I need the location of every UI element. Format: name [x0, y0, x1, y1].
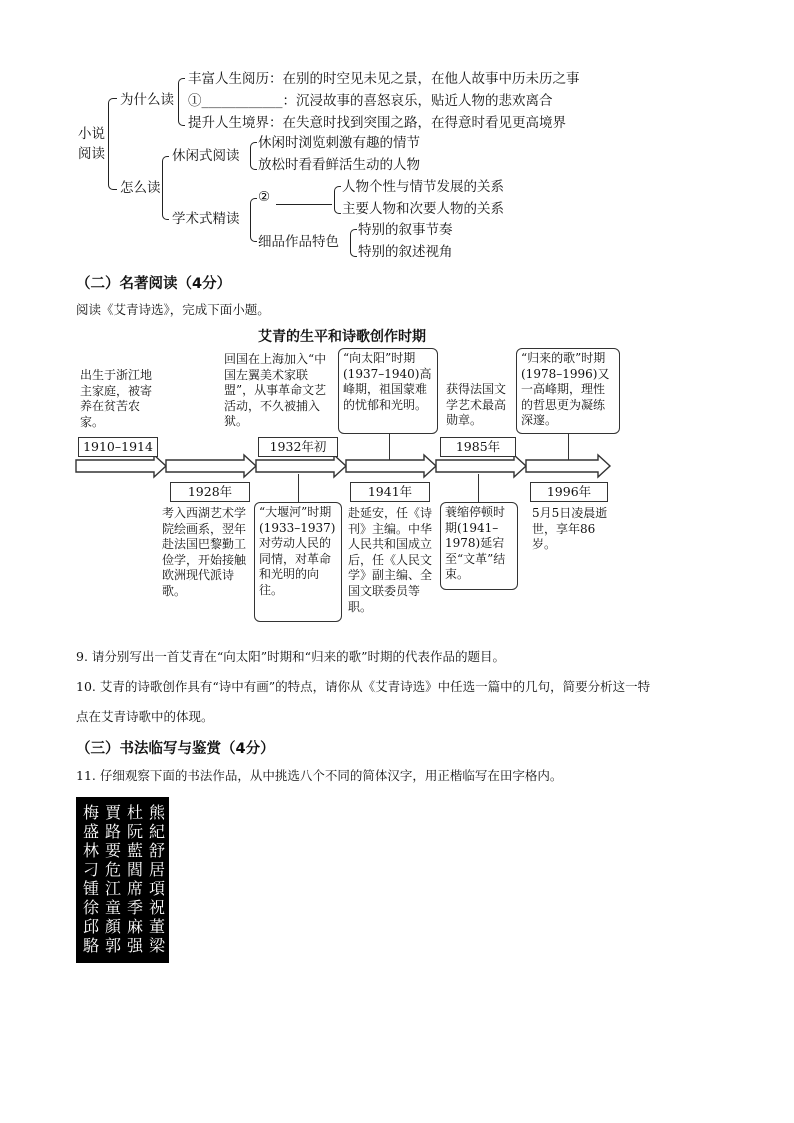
section3-heading: （三）书法临写与鉴赏（4分）: [76, 741, 275, 757]
why-item-3: 提升人生境界：在失意时找到突围之路，在得意时看见更高境界: [188, 115, 566, 131]
why-label: 为什么读: [120, 92, 174, 108]
how-bracket: [162, 156, 169, 220]
leisure-item-2: 放松时看看鲜活生动的人物: [258, 157, 420, 173]
calligraphy-artwork: [76, 797, 169, 963]
why-item-2: ①____________：沉浸故事的喜怒哀乐，贴近人物的悲欢离合: [188, 93, 553, 109]
tl-top-1-text: 出生于浙江地主家庭，被寄养在贫苦农家。: [80, 368, 153, 429]
timeline-title: 艾青的生平和诗歌创作时期: [258, 329, 426, 345]
features-bracket: [350, 229, 357, 257]
features-label: 细品作品特色: [258, 234, 339, 250]
tl-bottom-2-line: [298, 474, 299, 502]
blank-item-1: 人物个性与情节发展的关系: [342, 179, 504, 195]
question-10-line2: 点在艾青诗歌中的体现。: [76, 709, 214, 724]
tl-top-5-box: “归来的歌”时期(1978–1996)又一高峰期，理性的哲思更为凝练深邃。: [516, 348, 620, 434]
tl-bottom-4-line: [478, 474, 479, 502]
academic-blank-line: [276, 204, 332, 205]
question-11: 11. 仔细观察下面的书法作品，从中挑选八个不同的简体汉字，用正楷临写在田字格内。: [76, 768, 563, 783]
tl-bottom-3-text: 赴延安，任《诗刊》主编。中华人民共和国成立后，任《人民文学》副主编、全国文联委员等职。: [348, 506, 433, 614]
why-bracket: [178, 78, 185, 126]
section2-heading: （二）名著阅读（4分）: [76, 276, 232, 292]
tl-top-5-line: [568, 434, 569, 460]
question-10-line1: 10. 艾青的诗歌创作具有“诗中有画”的特点，请你从《艾青诗选》中任选一篇中的几句，简要分析这一特: [76, 679, 651, 694]
tl-bottom-1-text: 考入西湖艺术学院绘画系，翌年赴法国巴黎勤工俭学，开始接触欧洲现代派诗歌。: [162, 506, 247, 598]
calligraphy-column-1: 梅盛林刁锺徐邱駱: [82, 803, 99, 955]
tl-top-4-text: 获得法国文学艺术最高勋章。: [446, 382, 507, 428]
calligraphy-column-3: 杜阮藍閻席季麻强: [126, 803, 143, 955]
tl-top-3-box: “向太阳”时期(1937–1940)高峰期，祖国蒙难的忧郁和光明。: [338, 348, 438, 434]
leisure-bracket: [250, 142, 257, 170]
academic-bracket: [250, 198, 257, 242]
tl-bottom-5-text: 5月5日凌晨逝世，享年86岁。: [532, 506, 608, 552]
mindmap-root: 小说阅读: [78, 126, 105, 162]
tl-bottom-4-box: 蓑缩停顿时期(1941–1978)延宕至“文革”结束。: [440, 502, 518, 590]
feature-item-2: 特别的叙述视角: [358, 244, 453, 260]
how-label: 怎么读: [120, 180, 161, 196]
root-bracket: [108, 98, 117, 190]
academic-blank: ②: [258, 189, 271, 205]
leisure-item-1: 休闲时浏览刺激有趣的情节: [258, 135, 420, 151]
tl-bottom-2-box: “大堰河”时期(1933–1937)对劳动人民的同情，对革命和光明的向往。: [254, 502, 342, 622]
blank-bracket: [334, 186, 341, 214]
blank-item-2: 主要人物和次要人物的关系: [342, 201, 504, 217]
academic-label: 学术式精读: [172, 211, 240, 227]
tl-top-1-year: 1910–1914: [78, 437, 158, 457]
tl-bottom-1-year: 1928年: [170, 482, 250, 502]
why-item-1: 丰富人生阅历：在别的时空见未见之景，在他人故事中历未历之事: [188, 71, 580, 87]
tl-top-2-text: 回国在上海加入“中国左翼美术家联盟”，从事革命文艺活动，不久被捕入狱。: [224, 352, 327, 429]
leisure-label: 休闲式阅读: [172, 148, 240, 164]
tl-top-2-year: 1932年初: [258, 437, 338, 457]
question-9: 9. 请分别写出一首艾青在“向太阳”时期和“归来的歌”时期的代表作品的题目。: [76, 649, 505, 664]
tl-bottom-5-year: 1996年: [530, 482, 608, 502]
section2-intro: 阅读《艾青诗选》，完成下面小题。: [76, 302, 270, 317]
tl-bottom-3-year: 1941年: [350, 482, 430, 502]
tl-top-3-line: [389, 434, 390, 460]
tl-top-4-year: 1985年: [440, 437, 516, 457]
feature-item-1: 特别的叙事节奏: [358, 222, 453, 238]
calligraphy-column-4: 熊紀舒居項祝董梁: [148, 803, 165, 955]
calligraphy-column-2: 賈路要危江童顏郭: [104, 803, 121, 955]
